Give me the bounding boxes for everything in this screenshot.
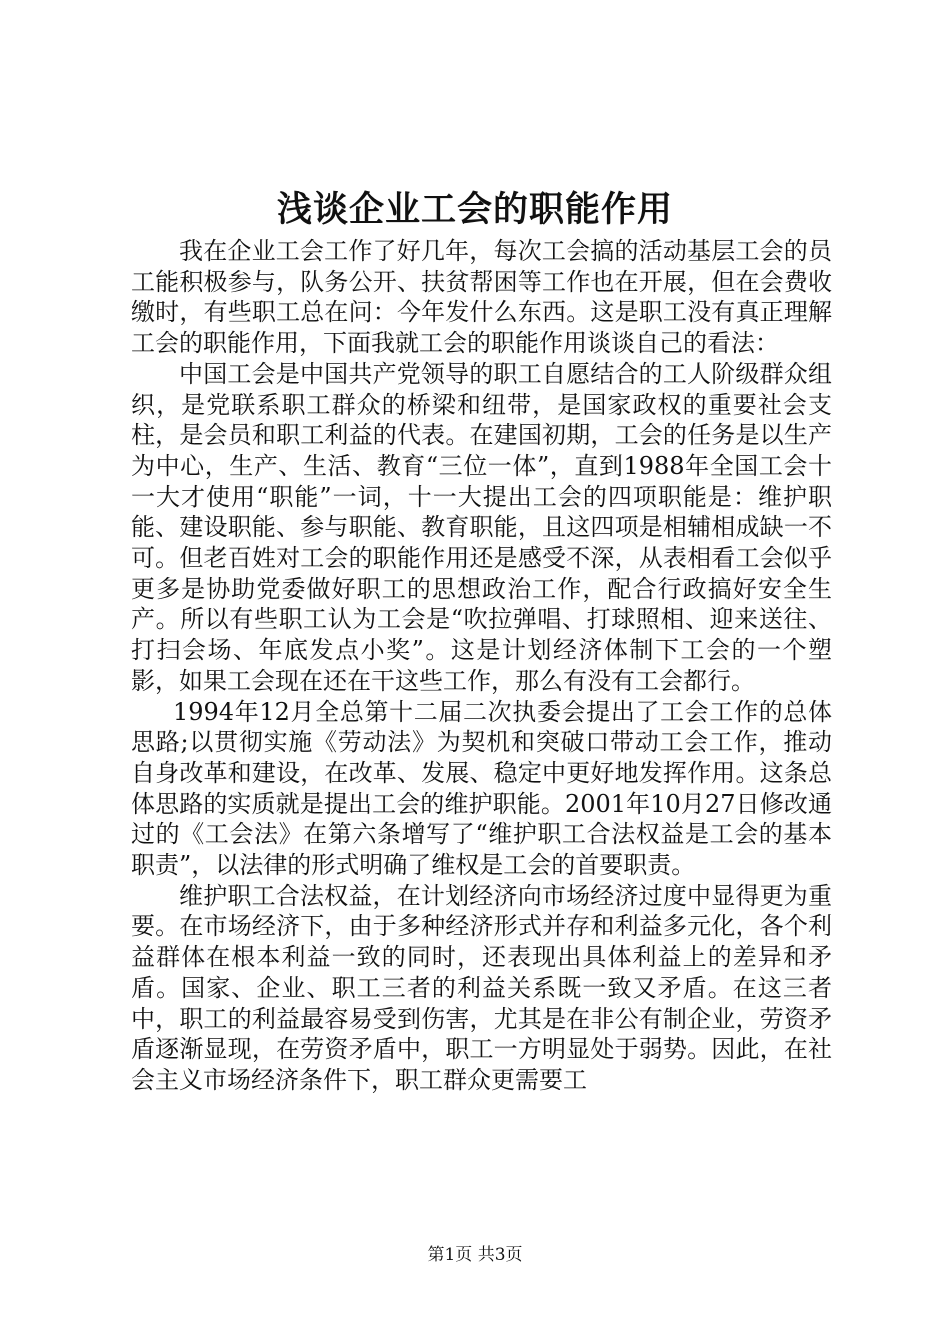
page-number-footer: 第1页 共3页 (427, 1245, 523, 1265)
paragraph-rights-protection: 维护职工合法权益，在计划经济向市场经济过度中显得更为重要。在市场经济下，由于多种经济形式并存和利益多元化，各个利益群体在根本利益一致的同时，还表现出具体利益上的差异和矛盾。国家、企业、职工三者的利益关系既一致又矛盾。在这三者中，职工的利益最容易受到伤害，尤其是在非公有制企业，劳资矛盾逐渐显现，在劳资矛盾中，职工一方明显处于弱势。因此，在社会主义市场经济条件下，职工群众更需要工 (131, 881, 832, 1094)
paragraph-union-history: 中国工会是中国共产党领导的职工自愿结合的工人阶级群众组织，是党联系职工群众的桥梁和纽带，是国家政权的重要社会支柱，是会员和职工利益的代表。在建国初期，工会的任务是以生产为中心，生产、生活、教育“三位一体”，直到1988年全国工会十一大才使用“职能”一词，十一大提出工会的四项职能是：维护职能、建设职能、参与职能、教育职能，且这四项是相辅相成缺一不可。但老百姓对工会的职能作用还是感受不深，从表相看工会似乎更多是协助党委做好职工的思想政治工作，配合行政搞好安全生产。所以有些职工认为工会是“吹拉弹唱、打球照相、迎来送往、打扫会场、年底发点小奖”。这是计划经济体制下工会的一个塑影，如果工会现在还在干这些工作，那么有没有工会都行。 (131, 359, 832, 695)
paragraph-1994-policy: 1994年12月全总第十二届二次执委会提出了工会工作的总体思路;以贯彻实施《劳动法》为契机和突破口带动工会工作，推动自身改革和建设，在改革、发展、稳定中更好地发挥作用。这条总体思路的实质就是提出工会的维护职能。2001年10月27日修改通过的《工会法》在第六条增写了“维护职工合法权益是工会的基本职责”，以法律的形式明确了维权是工会的首要职责。 (131, 697, 832, 880)
document-body (131, 236, 832, 1096)
paragraph-intro: 我在企业工会工作了好几年，每次工会搞的活动基层工会的员工能积极参与，队务公开、扶贫帮困等工作也在开展，但在会费收缴时，有些职工总在问：今年发什么东西。这是职工没有真正理解工会的职能作用，下面我就工会的职能作用谈谈自己的看法： (131, 237, 832, 358)
document-title: 浅谈企业工会的职能作用 (276, 189, 673, 230)
